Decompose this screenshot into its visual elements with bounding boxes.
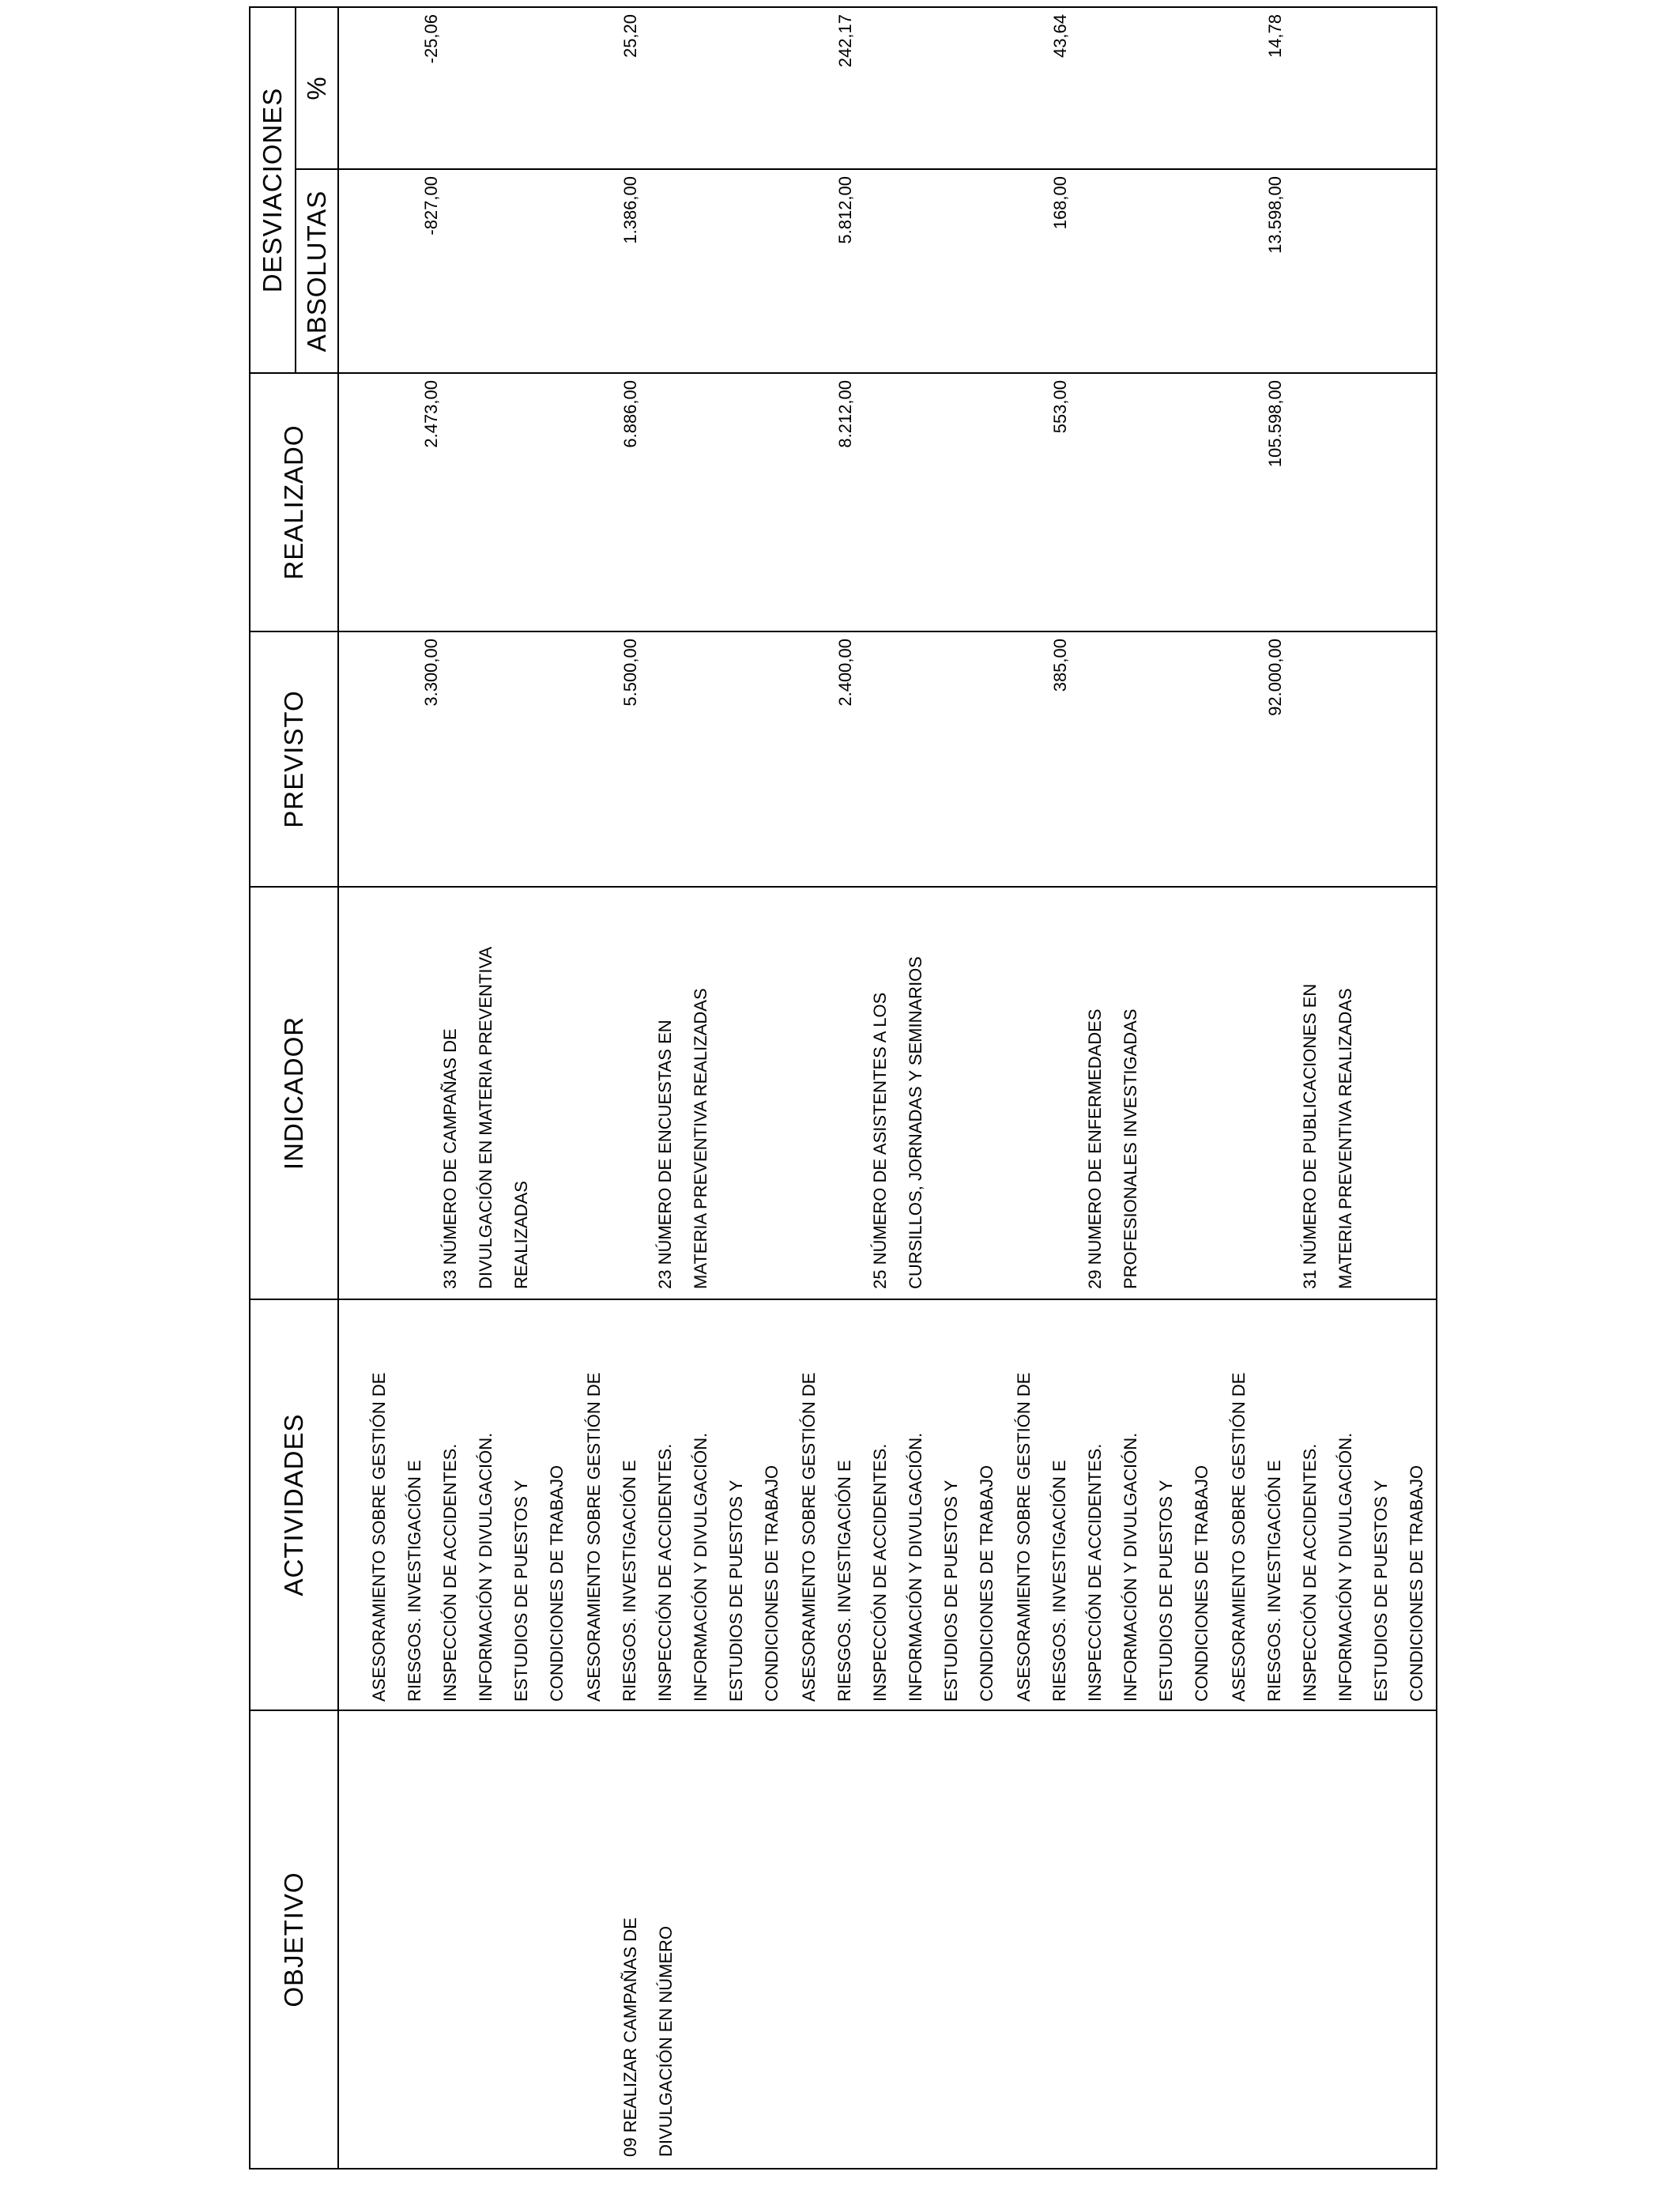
actividades-line: CONDICIONES DE TRABAJO (1407, 1465, 1426, 1702)
previsto-value: 3.300,00 (421, 639, 441, 707)
header-porcentaje: % (296, 7, 338, 169)
objetivo-line: DIVULGACIÓN EN NÚMERO (656, 1925, 676, 2157)
indicador-item (791, 895, 1006, 1289)
actividades-line: INFORMACIÓN Y DIVULGACIÓN. (691, 1432, 710, 1702)
porcentaje-value: 43,64 (1050, 13, 1070, 58)
indicador-line: 23 NÚMERO DE ENCUESTAS EN (655, 1020, 675, 1289)
actividades-line: ASESORAMIENTO SOBRE GESTIÓN DE (799, 1372, 819, 1702)
absolutas-value: 5.812,00 (835, 176, 855, 244)
absolutas-value: 168,00 (1050, 176, 1070, 230)
actividades-line: ESTUDIOS DE PUESTOS Y (511, 1480, 531, 1702)
absolutas-value: 1.386,00 (620, 176, 640, 244)
actividades-line: ASESORAMIENTO SOBRE GESTIÓN DE (369, 1372, 389, 1702)
previsto-value: 5.500,00 (620, 639, 640, 707)
actividades-line: INSPECCIÓN DE ACCIDENTES. (440, 1443, 460, 1702)
actividades-line: ESTUDIOS DE PUESTOS Y (1156, 1480, 1176, 1702)
actividades-line: INFORMACIÓN Y DIVULGACIÓN. (1121, 1432, 1140, 1702)
realizado-value: 6.886,00 (620, 380, 640, 448)
actividades-line: RIESGOS. INVESTIGACIÓN E (620, 1460, 639, 1702)
actividades-block (1221, 1308, 1436, 1702)
realizado-value: 553,00 (1050, 380, 1070, 434)
header-desviaciones: DESVIACIONES (250, 7, 296, 373)
porcentaje-value: 14,78 (1265, 13, 1285, 58)
actividades-line: INSPECCIÓN DE ACCIDENTES. (870, 1443, 890, 1702)
actividades-cell (338, 1299, 1437, 1710)
realizado-value: 105.598,00 (1265, 380, 1285, 468)
indicador-line: 29 NUMERO DE ENFERMEDADES (1085, 1008, 1105, 1289)
actividades-line: ASESORAMIENTO SOBRE GESTIÓN DE (1014, 1372, 1034, 1702)
actividades-block (1006, 1308, 1221, 1702)
header-absolutas: ABSOLUTAS (296, 169, 338, 373)
actividades-line: INFORMACIÓN Y DIVULGACIÓN. (906, 1432, 925, 1702)
indicador-line: 33 NÚMERO DE CAMPAÑAS DE (440, 1028, 460, 1289)
actividades-line: INSPECCIÓN DE ACCIDENTES. (1300, 1443, 1320, 1702)
indicador-line: CURSILLOS, JORNADAS Y SEMINARIOS (906, 956, 925, 1289)
indicators-table (249, 6, 1437, 2169)
actividades-line: RIESGOS. INVESTIGACIÓN E (405, 1460, 424, 1702)
previsto-value: 385,00 (1050, 639, 1070, 692)
objetivo-line: 09 REALIZAR CAMPAÑAS DE (620, 1917, 640, 2157)
absolutas-cell (338, 169, 1437, 373)
absolutas-value: 13.598,00 (1265, 176, 1285, 254)
realizado-value: 2.473,00 (421, 380, 441, 448)
actividades-line: INFORMACIÓN Y DIVULGACIÓN. (476, 1432, 495, 1702)
previsto-value: 92.000,00 (1265, 639, 1285, 716)
header-indicador: INDICADOR (250, 887, 338, 1299)
indicador-item (1006, 895, 1221, 1289)
realizado-cell (338, 373, 1437, 631)
absolutas-value: -827,00 (421, 176, 441, 236)
indicador-line: REALIZADAS (511, 1181, 531, 1289)
actividades-line: INSPECCIÓN DE ACCIDENTES. (655, 1443, 675, 1702)
objetivo-cell (338, 1710, 1437, 2169)
actividades-block (361, 1308, 576, 1702)
previsto-value: 2.400,00 (835, 639, 855, 707)
actividades-line: INSPECCIÓN DE ACCIDENTES. (1085, 1443, 1105, 1702)
actividades-line: CONDICIONES DE TRABAJO (547, 1465, 567, 1702)
indicador-item (361, 895, 576, 1289)
actividades-line: ESTUDIOS DE PUESTOS Y (1371, 1480, 1391, 1702)
indicador-line: PROFESIONALES INVESTIGADAS (1121, 1008, 1140, 1289)
actividades-line: CONDICIONES DE TRABAJO (762, 1465, 782, 1702)
indicador-line: 31 NÚMERO DE PUBLICACIONES EN (1300, 983, 1320, 1289)
actividades-block (576, 1308, 791, 1702)
header-actividades: ACTIVIDADES (250, 1299, 338, 1710)
indicador-cell (338, 887, 1437, 1299)
actividades-line: ASESORAMIENTO SOBRE GESTIÓN DE (584, 1372, 604, 1702)
porcentaje-value: -25,06 (421, 13, 441, 64)
header-objetivo: OBJETIVO (250, 1710, 338, 2169)
indicador-line: MATERIA PREVENTIVA REALIZADAS (691, 988, 710, 1289)
actividades-line: RIESGOS. INVESTIGACIÓN E (834, 1460, 854, 1702)
porcentaje-cell (338, 7, 1437, 169)
porcentaje-value: 242,17 (835, 13, 855, 68)
indicador-line: DIVULGACIÓN EN MATERIA PREVENTIVA (476, 946, 495, 1289)
actividades-line: CONDICIONES DE TRABAJO (977, 1465, 996, 1702)
indicador-line: MATERIA PREVENTIVA REALIZADAS (1335, 988, 1355, 1289)
actividades-line: ESTUDIOS DE PUESTOS Y (726, 1480, 746, 1702)
actividades-block (791, 1308, 1006, 1702)
indicador-item (576, 895, 791, 1289)
header-previsto: PREVISTO (250, 631, 338, 887)
previsto-cell (338, 631, 1437, 887)
actividades-line: RIESGOS. INVESTIGACIÓN E (1049, 1460, 1069, 1702)
porcentaje-value: 25,20 (620, 13, 640, 58)
realizado-value: 8.212,00 (835, 380, 855, 448)
actividades-line: CONDICIONES DE TRABAJO (1192, 1465, 1211, 1702)
actividades-line: RIESGOS. INVESTIGACIÓN E (1264, 1460, 1284, 1702)
header-realizado: REALIZADO (250, 373, 338, 631)
indicador-item (1221, 895, 1436, 1289)
actividades-line: INFORMACIÓN Y DIVULGACIÓN. (1335, 1432, 1355, 1702)
indicador-line: 25 NÚMERO DE ASISTENTES A LOS (870, 992, 890, 1289)
actividades-line: ESTUDIOS DE PUESTOS Y (941, 1480, 961, 1702)
actividades-line: ASESORAMIENTO SOBRE GESTIÓN DE (1229, 1372, 1249, 1702)
